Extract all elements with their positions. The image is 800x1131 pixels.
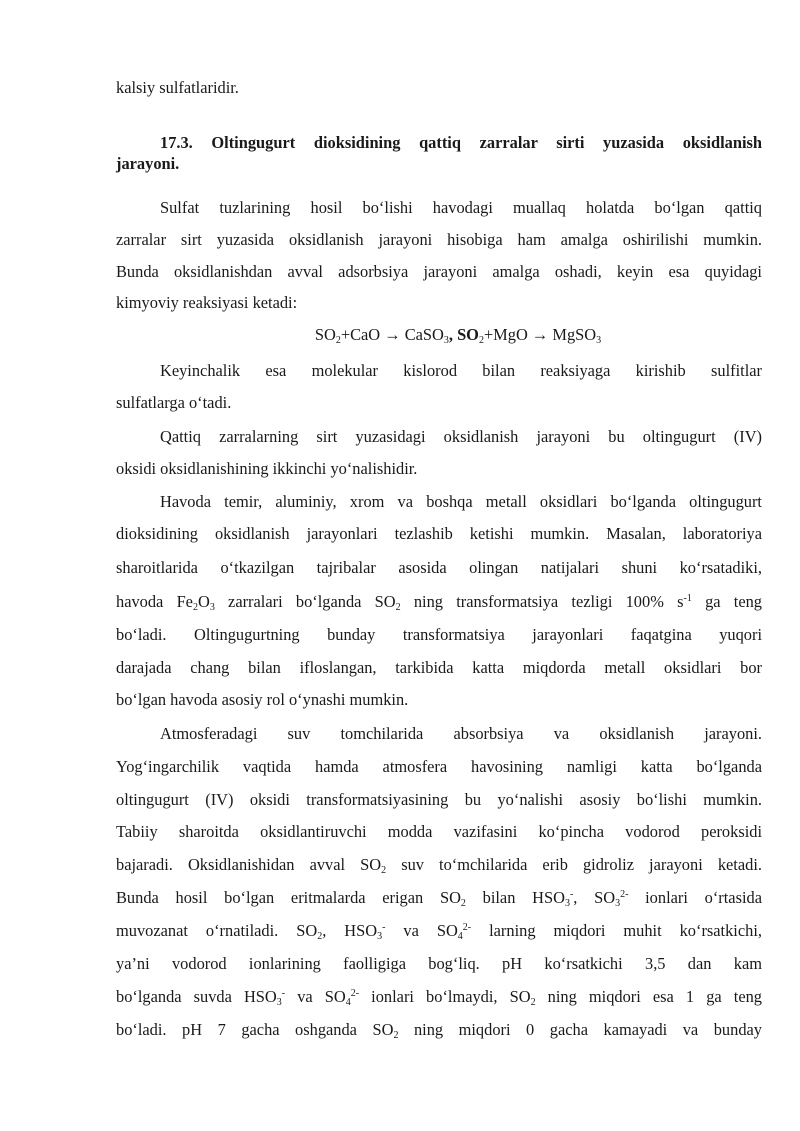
text-line: kalsiy sulfatlaridir. bbox=[116, 78, 239, 97]
paragraph-line: sharoitlarida o‘tkazilgan tajribalar asosida olingan natijalari shuni ko‘rsatadiki, bbox=[116, 558, 762, 577]
paragraph-line: muvozanat o‘rnatiladi. $SO_2$, $HSO_3^-$ va $SO_4^{2-}$ larning miqdori muhit ko‘rsatkichi, bbox=[116, 921, 762, 942]
paragraph-line: bo‘ladi. Oltingugurtning bunday transformatsiya jarayonlari faqatgina yuqori bbox=[116, 625, 762, 644]
section-heading: 17.3. Oltingugurt dioksidining qattiq zarralar sirti yuzasida oksidlanish bbox=[160, 133, 762, 152]
paragraph-line: oksidi oksidlanishining ikkinchi yo‘nalishidir. bbox=[116, 459, 418, 478]
paragraph-line: bo‘lgan havoda asosiy rol o‘ynashi mumkin. bbox=[116, 690, 409, 709]
paragraph-line: oltingugurt (IV) oksidi transformatsiyasining bu yo‘nalishi asosiy bo‘lishi mumkin. bbox=[116, 790, 762, 809]
paragraph-line: Qattiq zarralarning sirt yuzasidagi oksidlanish jarayoni bu oltingugurt (IV) bbox=[160, 427, 762, 446]
paragraph-line: ya’ni vodorod ionlarining faolligiga bog‘liq. pH ko‘rsatkichi 3,5 dan kam bbox=[116, 954, 762, 973]
paragraph-line: Sulfat tuzlarining hosil bo‘lishi havodagi muallaq holatda bo‘lgan qattiq bbox=[160, 198, 762, 217]
paragraph-line: darajada chang bilan ifloslangan, tarkibida katta miqdorda metall oksidlari bor bbox=[116, 658, 762, 677]
paragraph-line: dioksidining oksidlanish jarayonlari tezlashib ketishi mumkin. Masalan, laboratoriya bbox=[116, 524, 762, 543]
paragraph-line: Atmosferadagi suv tomchilarida absorbsiya va oksidlanish jarayoni. bbox=[160, 724, 762, 743]
paragraph-line: Keyinchalik esa molekular kislorod bilan reaksiyaga kirishib sulfitlar bbox=[160, 361, 762, 380]
paragraph-line: Bunda oksidlanishdan avval adsorbsiya jarayoni amalga oshadi, keyin esa quyidagi bbox=[116, 262, 762, 281]
paragraph-line: bo‘ladi. pH 7 gacha oshganda $SO_2$ ning miqdori 0 gacha kamayadi va bunday bbox=[116, 1020, 762, 1041]
paragraph-line: kimyoviy reaksiyasi ketadi: bbox=[116, 293, 298, 312]
paragraph-line: bo‘lganda suvda $HSO_3^-$ va $SO_4^{2-}$ ionlari bo‘lmaydi, $SO_2$ ning miqdori esa 1 ga teng bbox=[116, 987, 763, 1008]
paragraph-line: Havoda temir, aluminiy, xrom va boshqa metall oksidlari bo‘lganda oltingugurt bbox=[160, 492, 762, 511]
paragraph-line: Bunda hosil bo‘lgan eritmalarda erigan $SO_2$ bilan $HSO_3^-$, $SO_3^{2-}$ ionlari o‘rtasida bbox=[116, 888, 762, 909]
paragraph-line: bajaradi. Oksidlanishidan avval $SO_2$ suv to‘mchilarida erib gidroliz jarayoni ketadi. bbox=[116, 855, 762, 876]
section-heading-cont: jarayoni. bbox=[116, 154, 180, 173]
paragraph-line: zarralar sirt yuzasida oksidlanish jarayoni hisobiga ham amalga oshirilishi mumkin. bbox=[116, 230, 762, 249]
paragraph-line: Yog‘ingarchilik vaqtida hamda atmosfera havosining namligi katta bo‘lganda bbox=[116, 757, 762, 776]
paragraph-line: Tabiiy sharoitda oksidlantiruvchi modda vazifasini ko‘pincha vodorod peroksidi bbox=[116, 822, 762, 841]
paragraph-line: sulfatlarga o‘tadi. bbox=[116, 393, 232, 412]
reaction-equation: $SO_2+CaO$ → CaSO$_3$, $SO_2+MgO$ → MgSO$_3$ bbox=[314, 325, 602, 346]
paragraph-line: havoda $Fe_2O_3$ zarralari bo‘lganda $SO_2$ ning transformatsiya tezligi 100% $s^{-1}$ ga teng bbox=[116, 592, 762, 613]
